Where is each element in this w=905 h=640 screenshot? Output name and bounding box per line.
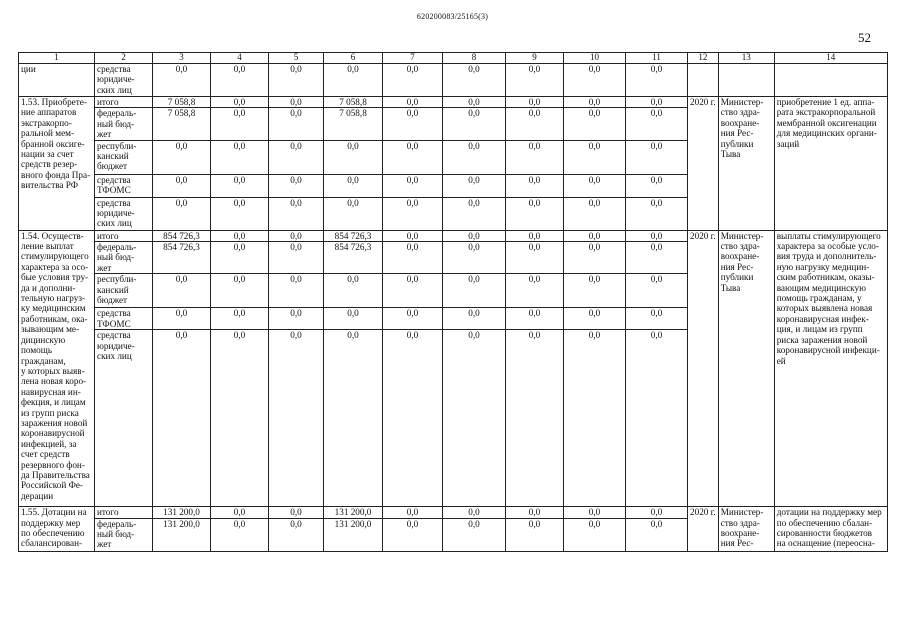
measure-name-cell: 1.54. Осуществ- ление выплат стимулирующего характера за осо- бые условия тру- да и дополни- тельную нагруз- ку медицинским работникам, ока- зывающим ме- дицинскую помощь гражданам, у которых выяв- лена новая коро- навирусная ин- фекция, и лицам из групп риска заражения новой коронавирусной инфекцией, за счет средств резервного фон- да Правительства Российской Фе- дерации (19, 230, 95, 507)
amount-cell: 0,0 (506, 140, 564, 174)
amount-cell: 131 200,0 (153, 507, 211, 518)
amount-cell: 0,0 (626, 64, 688, 97)
executor-cell: Министер- ство здра- воохране- ния Рес- (718, 507, 774, 551)
amount-cell: 0,0 (324, 308, 383, 330)
column-header: 8 (443, 53, 506, 64)
year-cell: 2020 г. (688, 97, 719, 231)
amount-cell: 0,0 (153, 330, 211, 507)
amount-cell: 0,0 (443, 197, 506, 230)
budget-table (18, 52, 888, 552)
funding-source-cell: федераль- ный бюд- жет (95, 242, 153, 274)
amount-cell: 0,0 (269, 518, 324, 551)
amount-cell: 0,0 (383, 518, 443, 551)
executor-cell: Министер- ство здра- воохране- ния Рес- публики Тыва (718, 230, 774, 507)
amount-cell: 0,0 (211, 64, 269, 97)
amount-cell: 0,0 (626, 274, 688, 308)
funding-source-cell: республи- канский бюджет (95, 140, 153, 174)
amount-cell: 0,0 (443, 230, 506, 241)
amount-cell: 0,0 (626, 108, 688, 140)
amount-cell: 0,0 (383, 274, 443, 308)
amount-cell: 131 200,0 (153, 518, 211, 551)
amount-cell: 0,0 (626, 330, 688, 507)
amount-cell: 131 200,0 (324, 507, 383, 518)
amount-cell: 0,0 (564, 197, 626, 230)
amount-cell: 0,0 (211, 518, 269, 551)
amount-cell: 0,0 (269, 308, 324, 330)
amount-cell: 854 726,3 (153, 242, 211, 274)
amount-cell: 0,0 (564, 242, 626, 274)
amount-cell: 0,0 (626, 308, 688, 330)
table-row (19, 507, 888, 518)
amount-cell: 0,0 (383, 108, 443, 140)
amount-cell: 0,0 (626, 97, 688, 108)
amount-cell: 0,0 (383, 507, 443, 518)
amount-cell: 0,0 (626, 197, 688, 230)
amount-cell: 0,0 (211, 242, 269, 274)
amount-cell: 0,0 (324, 64, 383, 97)
column-header: 4 (211, 53, 269, 64)
column-header: 1 (19, 53, 95, 64)
column-header: 14 (774, 53, 887, 64)
amount-cell: 0,0 (506, 274, 564, 308)
funding-source-cell: средства юридиче- ских лиц (95, 197, 153, 230)
amount-cell: 0,0 (211, 274, 269, 308)
amount-cell: 0,0 (443, 507, 506, 518)
amount-cell: 0,0 (153, 64, 211, 97)
measure-name-cell: 1.53. Приобрете- ние аппаратов экстракорпо- ральной мем- бранной оксиге- нации за счет средств резер- вного фонда Пра- вительства РФ (19, 97, 95, 231)
amount-cell: 0,0 (564, 274, 626, 308)
amount-cell: 0,0 (269, 330, 324, 507)
result-cell: дотации на поддержку мер по обеспечению сбалан- сированности бюджетов на оснащение (переосна- (774, 507, 887, 551)
amount-cell: 0,0 (506, 242, 564, 274)
header-row (19, 53, 888, 64)
column-header: 7 (383, 53, 443, 64)
amount-cell: 0,0 (269, 174, 324, 197)
measure-name-cell: 1.55. Дотации на поддержку мер по обеспечению сбалансирован- (19, 507, 95, 551)
column-header: 10 (564, 53, 626, 64)
amount-cell: 0,0 (269, 64, 324, 97)
amount-cell: 0,0 (211, 108, 269, 140)
amount-cell: 0,0 (506, 108, 564, 140)
amount-cell: 0,0 (269, 242, 324, 274)
document-id: 620200083/25165(3) (416, 12, 489, 21)
amount-cell: 0,0 (506, 308, 564, 330)
amount-cell: 0,0 (269, 197, 324, 230)
amount-cell: 0,0 (211, 230, 269, 241)
amount-cell: 0,0 (506, 518, 564, 551)
funding-source-cell: средства юридиче- ских лиц (95, 330, 153, 507)
column-header: 13 (718, 53, 774, 64)
amount-cell: 0,0 (626, 174, 688, 197)
amount-cell: 0,0 (443, 64, 506, 97)
amount-cell: 0,0 (564, 230, 626, 241)
amount-cell: 0,0 (324, 174, 383, 197)
amount-cell: 0,0 (564, 507, 626, 518)
year-cell: 2020 г. (688, 230, 719, 507)
amount-cell: 0,0 (324, 197, 383, 230)
amount-cell: 0,0 (269, 140, 324, 174)
amount-cell: 0,0 (269, 230, 324, 241)
amount-cell: 0,0 (506, 197, 564, 230)
amount-cell: 0,0 (153, 308, 211, 330)
amount-cell: 0,0 (383, 64, 443, 97)
column-header: 2 (95, 53, 153, 64)
amount-cell: 0,0 (506, 174, 564, 197)
amount-cell: 7 058,8 (324, 108, 383, 140)
amount-cell: 0,0 (153, 174, 211, 197)
amount-cell: 0,0 (269, 507, 324, 518)
column-header: 5 (269, 53, 324, 64)
amount-cell: 0,0 (443, 140, 506, 174)
amount-cell: 0,0 (211, 197, 269, 230)
amount-cell: 7 058,8 (153, 108, 211, 140)
funding-source-cell: итого (95, 507, 153, 518)
amount-cell: 0,0 (383, 174, 443, 197)
amount-cell: 0,0 (324, 274, 383, 308)
amount-cell: 0,0 (564, 97, 626, 108)
amount-cell: 0,0 (564, 140, 626, 174)
amount-cell: 0,0 (626, 230, 688, 241)
funding-source-cell: итого (95, 97, 153, 108)
funding-source-cell: средства ТФОМС (95, 308, 153, 330)
column-header: 9 (506, 53, 564, 64)
amount-cell: 0,0 (626, 140, 688, 174)
amount-cell: 0,0 (506, 64, 564, 97)
amount-cell: 0,0 (564, 330, 626, 507)
amount-cell: 0,0 (153, 274, 211, 308)
amount-cell: 0,0 (506, 97, 564, 108)
amount-cell: 854 726,3 (153, 230, 211, 241)
result-cell: выплаты стимулирующего характера за особые усло- вия труда и дополнитель- ную нагрузку медицин- ским работникам, оказы- вающим медицинскую помощь гражданам, у которых выявлена новая коронавирусная инфек- ция, и лицам из групп риска заражения новой коронавирусной инфекци- ей (774, 230, 887, 507)
amount-cell: 0,0 (383, 197, 443, 230)
amount-cell: 0,0 (443, 308, 506, 330)
amount-cell: 0,0 (269, 97, 324, 108)
amount-cell: 0,0 (383, 242, 443, 274)
amount-cell: 0,0 (211, 507, 269, 518)
funding-source-cell: федераль- ный бюд- жет (95, 108, 153, 140)
amount-cell: 0,0 (443, 174, 506, 197)
amount-cell: 0,0 (443, 518, 506, 551)
amount-cell: 0,0 (443, 274, 506, 308)
amount-cell: 0,0 (153, 140, 211, 174)
amount-cell: 0,0 (564, 174, 626, 197)
executor-cell: Министер- ство здра- воохране- ния Рес- публики Тыва (718, 97, 774, 231)
amount-cell: 0,0 (211, 308, 269, 330)
amount-cell: 0,0 (626, 507, 688, 518)
table-row (19, 64, 888, 97)
page-number: 52 (858, 30, 871, 45)
executor-cell (718, 64, 774, 97)
amount-cell: 0,0 (443, 97, 506, 108)
amount-cell: 0,0 (153, 197, 211, 230)
amount-cell: 0,0 (324, 140, 383, 174)
amount-cell: 0,0 (506, 330, 564, 507)
amount-cell: 0,0 (564, 308, 626, 330)
amount-cell: 0,0 (211, 174, 269, 197)
table-row (19, 230, 888, 241)
column-header: 3 (153, 53, 211, 64)
amount-cell: 0,0 (506, 507, 564, 518)
amount-cell: 131 200,0 (324, 518, 383, 551)
result-cell: приобретение 1 ед. аппа- рата экстракорпоральной мембранной оксигенации для медицинских органи- заций (774, 97, 887, 231)
amount-cell: 0,0 (324, 330, 383, 507)
amount-cell: 0,0 (269, 108, 324, 140)
column-header: 12 (688, 53, 719, 64)
amount-cell: 0,0 (211, 97, 269, 108)
result-cell (774, 64, 887, 97)
funding-source-cell: средства ТФОМС (95, 174, 153, 197)
amount-cell: 0,0 (626, 242, 688, 274)
amount-cell: 0,0 (443, 108, 506, 140)
amount-cell: 0,0 (383, 308, 443, 330)
amount-cell: 0,0 (564, 64, 626, 97)
amount-cell: 0,0 (211, 140, 269, 174)
amount-cell: 854 726,3 (324, 242, 383, 274)
amount-cell: 7 058,8 (153, 97, 211, 108)
amount-cell: 0,0 (506, 230, 564, 241)
funding-source-cell: средства юридиче- ских лиц (95, 64, 153, 97)
amount-cell: 0,0 (564, 518, 626, 551)
column-header: 6 (324, 53, 383, 64)
measure-name-cell: ции (19, 64, 95, 97)
amount-cell: 0,0 (443, 242, 506, 274)
year-cell (688, 64, 719, 97)
amount-cell: 0,0 (383, 140, 443, 174)
amount-cell: 0,0 (626, 518, 688, 551)
amount-cell: 0,0 (564, 108, 626, 140)
amount-cell: 854 726,3 (324, 230, 383, 241)
amount-cell: 0,0 (383, 97, 443, 108)
amount-cell: 0,0 (383, 230, 443, 241)
amount-cell: 0,0 (269, 274, 324, 308)
table-row (19, 97, 888, 108)
column-header: 11 (626, 53, 688, 64)
amount-cell: 0,0 (443, 330, 506, 507)
funding-source-cell: республи- канский бюджет (95, 274, 153, 308)
amount-cell: 7 058,8 (324, 97, 383, 108)
amount-cell: 0,0 (383, 330, 443, 507)
amount-cell: 0,0 (211, 330, 269, 507)
funding-source-cell: итого (95, 230, 153, 241)
year-cell: 2020 г. (688, 507, 719, 551)
funding-source-cell: федераль- ный бюд- жет (95, 518, 153, 551)
